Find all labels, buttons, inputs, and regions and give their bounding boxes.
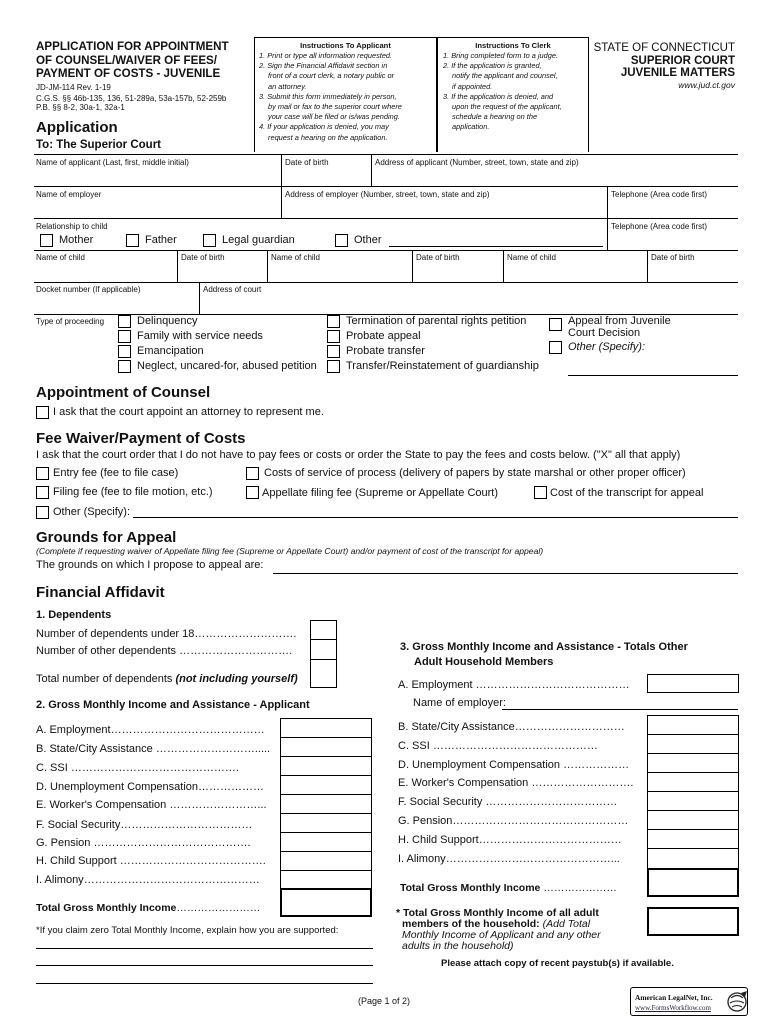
appeal-grounds-label: The grounds on which I propose to appeal are: bbox=[36, 559, 264, 571]
instructions-applicant-box bbox=[254, 37, 437, 152]
instr-c-2: 2. If the application is granted, bbox=[443, 61, 542, 71]
label-father: Father bbox=[145, 234, 177, 246]
application-heading: Application bbox=[36, 119, 118, 136]
checkbox-appellate-fee[interactable] bbox=[246, 486, 259, 499]
brand-logo-icon bbox=[727, 990, 749, 1014]
label-relationship: Relationship to child bbox=[36, 222, 108, 231]
court-header bbox=[594, 42, 735, 90]
checkbox-entry-fee[interactable] bbox=[36, 467, 49, 480]
applicant-child-support: H. Child Support …………………………………. bbox=[36, 855, 266, 867]
fees-heading: Fee Waiver/Payment of Costs bbox=[36, 430, 246, 447]
support-line-2[interactable] bbox=[36, 965, 373, 966]
instr-a-6: by mail or fax to the superior court where bbox=[268, 102, 402, 112]
instr-a-3: front of a court clerk, a notary public or bbox=[268, 71, 395, 81]
instr-a-7: your case will be filed or is/was pending. bbox=[268, 112, 400, 122]
brand-url[interactable]: www.FormsWorkflow.com bbox=[635, 1004, 711, 1012]
label-child-dob-3: Date of birth bbox=[651, 253, 695, 262]
input-under-18[interactable] bbox=[310, 620, 337, 640]
label-mother: Mother bbox=[59, 234, 94, 246]
checkbox-probate-transfer[interactable] bbox=[327, 345, 340, 358]
label-legal-guardian: Legal guardian bbox=[222, 234, 295, 246]
instr-c-1: 1. Bring completed form to a judge. bbox=[443, 51, 559, 60]
checkbox-guardianship[interactable] bbox=[327, 360, 340, 373]
checkbox-neglect[interactable] bbox=[118, 360, 131, 373]
court-name: SUPERIOR COURT bbox=[630, 55, 735, 67]
checkbox-other-proceeding[interactable] bbox=[549, 341, 562, 354]
label-filing-fee: Filing fee (fee to file motion, etc.) bbox=[53, 486, 213, 498]
label-emancipation: Emancipation bbox=[137, 345, 204, 357]
input-total-household-income[interactable] bbox=[647, 907, 739, 936]
label-probate-appeal: Probate appeal bbox=[346, 330, 421, 342]
zero-income-note: *If you claim zero Total Monthly Income, explain how you are supported: bbox=[36, 925, 339, 936]
checkbox-other-relationship[interactable] bbox=[335, 234, 348, 247]
label-neglect: Neglect, uncared-for, abused petition bbox=[137, 360, 317, 372]
other-income-column bbox=[647, 715, 739, 869]
to-court: To: The Superior Court bbox=[36, 139, 162, 151]
other-state-assistance: B. State/City Assistance………………………… bbox=[398, 721, 625, 733]
total-adult-household: * Total Gross Monthly Income of all adult members of the household: (Add Total Monthly Income of Applicant and any other adults in the household) bbox=[396, 907, 601, 952]
other-social-security: F. Social Security ……………………………… bbox=[398, 796, 618, 808]
other-ssi: C. SSI ……………………………………… bbox=[398, 740, 598, 752]
dependents-heading: 1. Dependents bbox=[36, 609, 112, 621]
checkbox-father[interactable] bbox=[126, 234, 139, 247]
state-name: STATE OF CONNECTICUT bbox=[593, 42, 735, 54]
label-address-applicant: Address of applicant (Number, street, town, state and zip) bbox=[375, 158, 579, 167]
label-child-dob-2: Date of birth bbox=[416, 253, 460, 262]
label-transcript: Cost of the transcript for appeal bbox=[550, 487, 704, 499]
instr-c-8: application. bbox=[452, 122, 490, 132]
other-employer-label: Name of employer: bbox=[413, 697, 506, 709]
label-delinquency: Delinquency bbox=[137, 315, 198, 327]
label-dob: Date of birth bbox=[285, 158, 329, 167]
input-total-gross-applicant[interactable] bbox=[280, 888, 372, 917]
applicant-ssi: C. SSI ………………………………………. bbox=[36, 762, 239, 774]
other-proceeding-line[interactable] bbox=[568, 375, 738, 376]
fees-intro: I ask that the court order that I do not have to pay fees or costs or order the State to pay the fees and costs below. ("X" all that apply) bbox=[36, 449, 681, 461]
label-docket: Docket number (If applicable) bbox=[36, 285, 141, 294]
paystub-note: Please attach copy of recent paystub(s) if available. bbox=[441, 958, 674, 969]
gross-applicant-heading: 2. Gross Monthly Income and Assistance - Applicant bbox=[36, 699, 310, 711]
input-other-dependents[interactable] bbox=[310, 639, 337, 660]
affidavit-heading: Financial Affidavit bbox=[36, 584, 165, 601]
appeal-heading: Grounds for Appeal bbox=[36, 529, 177, 546]
label-appellate-fee: Appellate filing fee (Supreme or Appellate Court) bbox=[262, 487, 499, 499]
support-line-1[interactable] bbox=[36, 948, 373, 949]
other-fee-line[interactable] bbox=[133, 517, 738, 518]
input-total-gross-other[interactable] bbox=[647, 868, 739, 897]
instr-a-4: an attorney. bbox=[268, 81, 307, 91]
checkbox-mother[interactable] bbox=[40, 234, 53, 247]
page-number: (Page 1 of 2) bbox=[358, 996, 411, 1006]
input-total-dependents[interactable] bbox=[310, 659, 337, 688]
applicant-pension: G. Pension ……………………………………. bbox=[36, 837, 251, 849]
label-child-name-3: Name of child bbox=[507, 253, 556, 262]
statutes: C.G.S. §§ 46b-135, 136, 51-289a, 53a-157b, 52-259b bbox=[36, 94, 227, 103]
label-entry-fee: Entry fee (fee to file case) bbox=[53, 467, 179, 479]
label-total-gross-other: Total Gross Monthly Income ………………… bbox=[400, 882, 617, 894]
instr-c-7: schedule a hearing on the bbox=[452, 112, 538, 122]
support-line-3[interactable] bbox=[36, 983, 373, 984]
input-other-employment[interactable] bbox=[647, 674, 739, 693]
label-proceeding: Type of proceeding bbox=[36, 317, 105, 326]
checkbox-probate-appeal[interactable] bbox=[327, 330, 340, 343]
gross-other-heading: 3. Gross Monthly Income and Assistance - Totals Other Adult Household Members bbox=[400, 641, 688, 668]
label-telephone: Telephone (Area code first) bbox=[611, 190, 708, 199]
court-matters: JUVENILE MATTERS bbox=[620, 67, 735, 79]
label-service-costs: Costs of service of process (delivery of papers by state marshal or other proper officer) bbox=[264, 467, 686, 479]
instr-a-2: 2. Sign the Financial Affidavit section in bbox=[259, 61, 388, 71]
counsel-heading: Appointment of Counsel bbox=[36, 384, 211, 401]
checkbox-legal-guardian[interactable] bbox=[203, 234, 216, 247]
label-other-fee: Other (Specify): bbox=[53, 506, 131, 518]
label-child-dob-1: Date of birth bbox=[181, 253, 225, 262]
instructions-clerk-title: Instructions To Clerk bbox=[475, 41, 551, 50]
instr-c-3: notify the applicant and counsel, bbox=[452, 71, 558, 81]
checkbox-appoint-attorney[interactable] bbox=[36, 406, 49, 419]
other-workers-comp: E. Worker's Compensation ………………………. bbox=[398, 777, 634, 789]
label-other-dependents: Number of other dependents …………………………. bbox=[36, 645, 293, 657]
checkbox-emancipation[interactable] bbox=[118, 345, 131, 358]
instr-c-4: if appointed. bbox=[452, 81, 493, 91]
instructions-clerk-box bbox=[437, 37, 589, 152]
instr-a-8: 4. If your application is denied, you may bbox=[259, 122, 389, 132]
other-alimony: I. Alimony………………………………………... bbox=[398, 853, 620, 865]
appeal-grounds-line[interactable] bbox=[273, 573, 738, 574]
other-employer-line[interactable] bbox=[502, 709, 738, 710]
appeal-note: (Complete if requesting waiver of Appellate filing fee (Supreme or Appellate Court) and/or payment of cost of the transcript for appeal) bbox=[36, 546, 544, 556]
label-guardianship: Transfer/Reinstatement of guardianship bbox=[346, 360, 539, 372]
brand-box bbox=[630, 987, 748, 1016]
instructions-applicant-title: Instructions To Applicant bbox=[300, 41, 391, 50]
other-relationship-line[interactable] bbox=[389, 246, 603, 247]
website: www.jud.ct.gov bbox=[678, 80, 735, 90]
instr-c-5: 3. If the application is denied, and bbox=[443, 91, 554, 101]
applicant-alimony: I. Alimony………………………………………… bbox=[36, 874, 260, 886]
checkbox-fwsn[interactable] bbox=[118, 330, 131, 343]
label-other: Other bbox=[354, 234, 382, 246]
instr-a-9: request a hearing on the application. bbox=[268, 132, 388, 142]
other-employment: A. Employment …………………………………… bbox=[398, 679, 630, 691]
checkbox-delinquency[interactable] bbox=[118, 315, 131, 328]
label-name-applicant: Name of applicant (Last, first, middle initial) bbox=[36, 158, 189, 167]
instr-c-6: upon the request of the applicant, bbox=[452, 102, 562, 112]
applicant-workers-comp: E. Worker's Compensation ……………………... bbox=[36, 799, 267, 811]
other-child-support: H. Child Support………………………………… bbox=[398, 834, 622, 846]
applicant-income-column bbox=[280, 718, 372, 889]
form-number: JD-JM-114 Rev. 1-19 bbox=[36, 83, 111, 92]
checkbox-filing-fee[interactable] bbox=[36, 486, 49, 499]
applicant-state-assistance: B. State/City Assistance ………………………..... bbox=[36, 743, 271, 755]
label-total-dependents: Total number of dependents (not including yourself) bbox=[36, 673, 298, 685]
other-pension: G. Pension………………………………………… bbox=[398, 815, 629, 827]
practice-book: P.B. §§ 8-2, 30a-1, 32a-1 bbox=[36, 103, 125, 112]
checkbox-appeal-juvenile[interactable] bbox=[549, 318, 562, 331]
label-appeal-juvenile: Appeal from Juvenile Court Decision bbox=[568, 315, 671, 339]
label-fwsn: Family with service needs bbox=[137, 330, 263, 342]
instr-a-1: 1. Print or type all information requested. bbox=[259, 51, 393, 60]
label-tpr: Termination of parental rights petition bbox=[346, 315, 527, 327]
label-appoint-attorney: I ask that the court appoint an attorney to represent me. bbox=[53, 406, 324, 418]
checkbox-service-costs[interactable] bbox=[246, 467, 259, 480]
form-title: APPLICATION FOR APPOINTMENT OF COUNSEL/WAIVER OF FEES/ PAYMENT OF COSTS - JUVENILE bbox=[36, 40, 229, 80]
label-other-proceeding: Other (Specify): bbox=[568, 341, 646, 353]
label-under-18: Number of dependents under 18………………………. bbox=[36, 628, 297, 640]
applicant-unemployment: D. Unemployment Compensation……………… bbox=[36, 781, 265, 793]
label-employer-address: Address of employer (Number, street, town, state and zip) bbox=[285, 190, 490, 199]
other-unemployment: D. Unemployment Compensation ……………… bbox=[398, 759, 630, 771]
label-child-name-2: Name of child bbox=[271, 253, 320, 262]
label-child-name-1: Name of child bbox=[36, 253, 85, 262]
label-telephone-2: Telephone (Area code first) bbox=[611, 222, 708, 231]
checkbox-other-fee[interactable] bbox=[36, 506, 49, 519]
checkbox-tpr[interactable] bbox=[327, 315, 340, 328]
brand-name: American LegalNet, Inc. bbox=[635, 993, 713, 1002]
applicant-social-security: F. Social Security……………………………… bbox=[36, 819, 253, 831]
label-court-address: Address of court bbox=[203, 285, 262, 294]
label-employer: Name of employer bbox=[36, 190, 102, 199]
applicant-employment: A. Employment…………………………………… bbox=[36, 724, 265, 736]
checkbox-transcript[interactable] bbox=[534, 486, 547, 499]
instr-a-5: 3. Submit this form immediately in person, bbox=[259, 91, 397, 101]
label-total-gross-applicant: Total Gross Monthly Income…………………… bbox=[36, 902, 261, 914]
label-probate-transfer: Probate transfer bbox=[346, 345, 425, 357]
